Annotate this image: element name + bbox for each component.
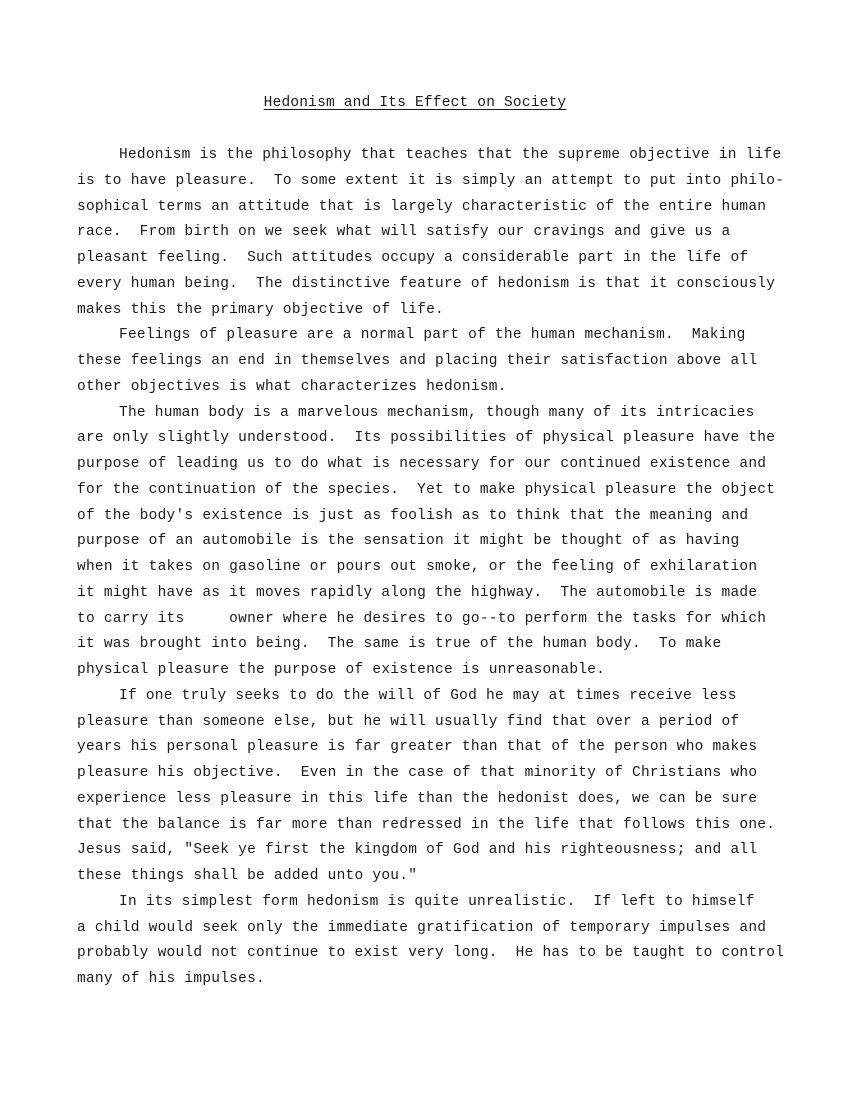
paragraph-line: makes this the primary objective of life. bbox=[77, 301, 445, 318]
paragraph-line: a child would seek only the immediate gratification of temporary impulses and bbox=[77, 919, 767, 936]
paragraph-line: many of his impulses. bbox=[77, 971, 265, 987]
paragraph-line: purpose of leading us to do what is necessary for our continued existence and bbox=[77, 456, 767, 472]
paragraph-line: probably would not continue to exist very long. He has to be taught to control bbox=[77, 945, 785, 962]
paragraph-line: for the continuation of the species. Yet to make physical pleasure the object bbox=[77, 481, 776, 498]
paragraph-line: pleasant feeling. Such attitudes occupy a considerable part in the life of bbox=[77, 250, 749, 266]
paragraph-line: Feelings of pleasure are a normal part of the human mechanism. Making bbox=[119, 327, 746, 344]
paragraph-line: that the balance is far more than redressed in the life that follows this one. bbox=[77, 816, 776, 833]
paragraph-line: it might have as it moves rapidly along the highway. The automobile is made bbox=[77, 584, 758, 601]
paragraph-line: when it takes on gasoline or pours out smoke, or the feeling of exhilaration bbox=[77, 559, 758, 575]
paragraph-line: pleasure than someone else, but he will usually find that over a period of bbox=[77, 713, 740, 730]
paragraph-line: every human being. The distinctive feature of hedonism is that it consciously bbox=[77, 275, 776, 292]
paragraph-line: are only slightly understood. Its possibilities of physical pleasure have the bbox=[77, 430, 776, 447]
paragraph-line: of the body's existence is just as foolish as to think that the meaning and bbox=[77, 507, 749, 524]
paragraph-line: Jesus said, "Seek ye first the kingdom of God and his righteousness; and all bbox=[77, 842, 758, 859]
paragraph-line: it was brought into being. The same is true of the human body. To make bbox=[77, 636, 722, 653]
paragraph-line: Hedonism is the philosophy that teaches that the supreme objective in life bbox=[119, 147, 782, 163]
document-body bbox=[77, 143, 785, 993]
paragraph-line: The human body is a marvelous mechanism, though many of its intricacies bbox=[119, 404, 755, 421]
paragraph-line: to carry its owner where he desires to go--to perform the tasks for which bbox=[77, 610, 767, 627]
paragraph-line: other objectives is what characterizes hedonism. bbox=[77, 378, 507, 395]
paragraph-line: years his personal pleasure is far greater than that of the person who makes bbox=[77, 739, 758, 756]
paragraph-line: purpose of an automobile is the sensation it might be thought of as having bbox=[77, 533, 740, 550]
paragraph-line: sophical terms an attitude that is largely characteristic of the entire human bbox=[77, 198, 767, 215]
paragraph-line: physical pleasure the purpose of existence is unreasonable. bbox=[77, 662, 606, 678]
paragraph-line: pleasure his objective. Even in the case of that minority of Christians who bbox=[77, 765, 758, 781]
paragraph-line: these things shall be added unto you." bbox=[77, 868, 418, 884]
paragraph-line: If one truly seeks to do the will of God he may at times receive less bbox=[119, 687, 737, 704]
paragraph-line: experience less pleasure in this life than the hedonist does, we can be sure bbox=[77, 790, 758, 807]
paragraph-line: is to have pleasure. To some extent it is simply an attempt to put into philo- bbox=[77, 172, 785, 189]
paragraph-line: In its simplest form hedonism is quite unrealistic. If left to himself bbox=[119, 893, 755, 910]
page-title: Hedonism and Its Effect on Society bbox=[263, 95, 567, 111]
paragraph-line: race. From birth on we seek what will satisfy our cravings and give us a bbox=[77, 224, 731, 241]
paragraph-line: these feelings an end in themselves and placing their satisfaction above all bbox=[77, 353, 758, 369]
